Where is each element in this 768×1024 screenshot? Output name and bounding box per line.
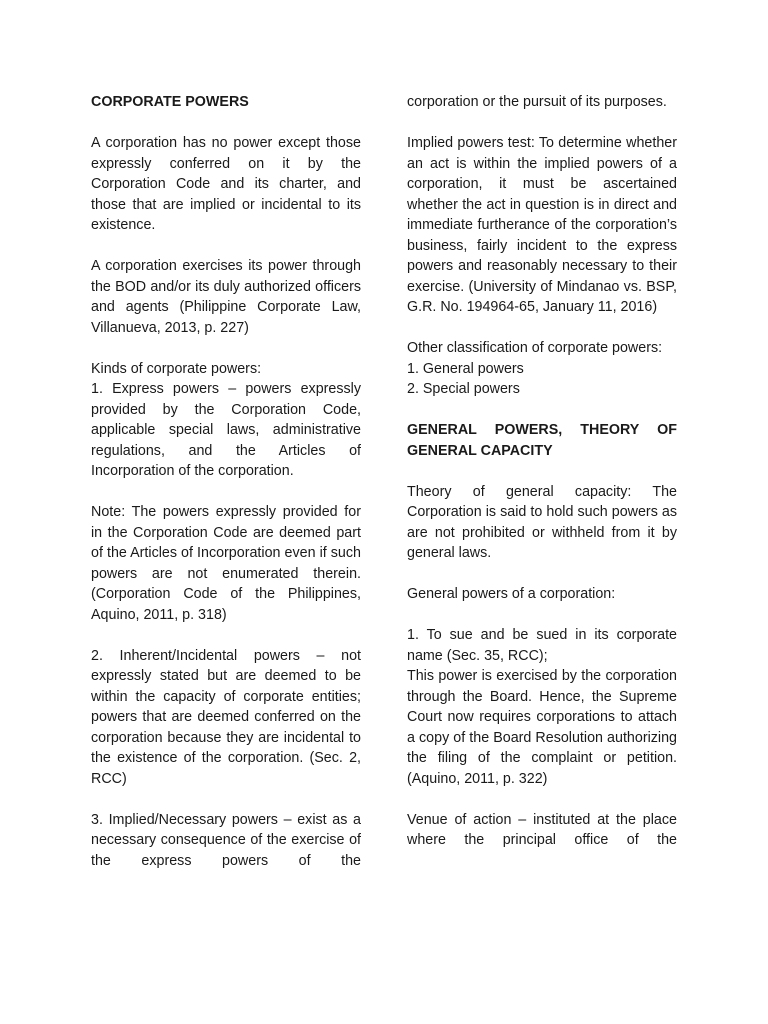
list-item-inherent-powers: 2. Inherent/Incidental powers – not expressly stated but are deemed to be within the capacity of corporate entities; powers that are deemed conferred on the corporation because they are incidental to the existence of the corporation. (Sec. 2, RCC) bbox=[91, 647, 361, 787]
section-heading-corporate-powers: CORPORATE POWERS bbox=[91, 94, 249, 110]
left-column bbox=[91, 92, 361, 892]
paragraph-note: Note: The powers expressly provided for in the Corporation Code are deemed part of the Articles of Incorporation even if such powers are not enumerated therein. (Corporation Code of the Philippines, Aquino, 2011, p. 318) bbox=[91, 504, 361, 623]
other-classification-intro: Other classification of corporate powers: bbox=[407, 340, 663, 356]
list-item-implied-powers: 3. Implied/Necessary powers – exist as a necessary consequence of the exercise of the express powers of the bbox=[91, 811, 361, 869]
general-powers-intro: General powers of a corporation: bbox=[407, 586, 616, 602]
paragraph-no-power-except: A corporation has no power except those expressly conferred on it by the Corporation Code and its charter, and those that are implied or incidental to its existence. bbox=[91, 135, 361, 233]
list-item-special-powers: 2. Special powers bbox=[407, 381, 520, 397]
paragraph-continuation: corporation or the pursuit of its purposes. bbox=[407, 94, 667, 110]
paragraph-implied-powers-test: Implied powers test: To determine whether an act is within the implied powers of a corporation, it must be ascertained whether the act in question is in direct and immediate furtherance of the corporation’s business, fairly incident to the express powers and reasonably necessary to their exercise. (University of Mindanao vs. BSP, G.R. No. 194964-65, January 11, 2016) bbox=[407, 135, 677, 315]
paragraph-board-resolution: This power is exercised by the corporation through the Board. Hence, the Supreme Court now requires corporations to attach a copy of the Board Resolution authorizing the filing of the complaint or petition. (Aquino, 2011, p. 322) bbox=[407, 668, 677, 787]
right-column bbox=[407, 92, 677, 871]
kinds-of-powers-intro: Kinds of corporate powers: bbox=[91, 360, 262, 377]
list-item-express-powers: 1. Express powers – powers expressly provided by the Corporation Code, applicable special laws, administrative regulations, and the Articles of Incorporation of the corporation. bbox=[91, 381, 361, 479]
list-item-general-powers: 1. General powers bbox=[407, 360, 524, 377]
paragraph-exercise-of-power: A corporation exercises its power through the BOD and/or its duly authorized officers and agents (Philippine Corporate Law, Villanueva, 2013, p. 227) bbox=[91, 258, 361, 336]
paragraph-theory-of-general-capacity: Theory of general capacity: The Corporation is said to hold such powers as are not prohibited or withheld from it by general laws. bbox=[407, 483, 677, 561]
paragraph-venue-of-action: Venue of action – instituted at the place where the principal office of the bbox=[407, 811, 677, 848]
section-heading-general-powers: GENERAL POWERS, THEORY OF GENERAL CAPACITY bbox=[407, 422, 677, 459]
list-item-sue-and-be-sued: 1. To sue and be sued in its corporate name (Sec. 35, RCC); bbox=[407, 627, 677, 664]
